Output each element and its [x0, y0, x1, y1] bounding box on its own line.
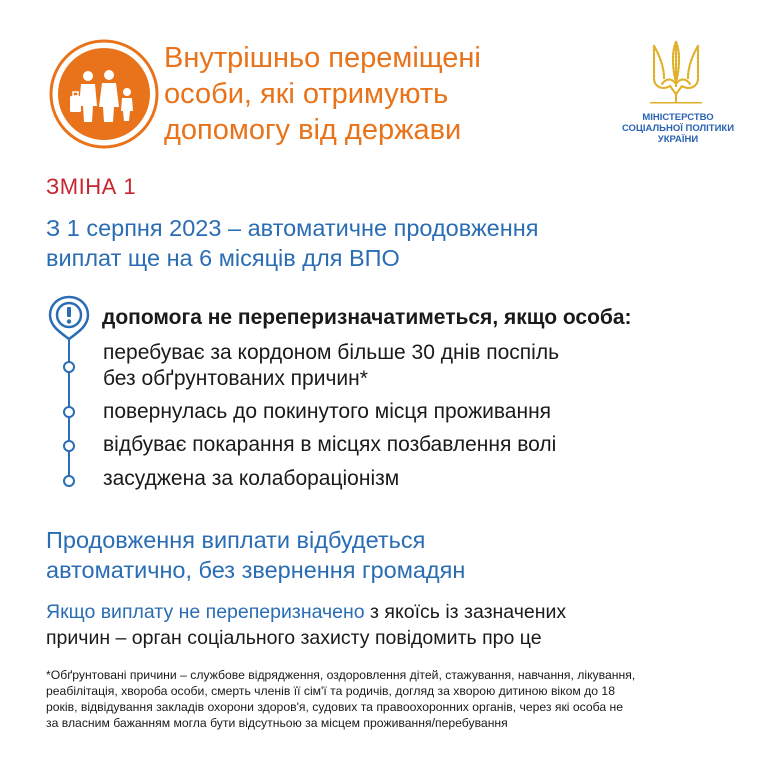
exclamation-info-icon	[45, 294, 93, 342]
footnote	[46, 667, 736, 731]
footnote-line: *Обґрунтовані причини – службове відрядження, оздоровлення дітей, стажування, навчання, лікування,	[46, 668, 636, 682]
ministry-name	[610, 112, 746, 145]
list-bullet	[63, 475, 75, 487]
note-line: Продовження виплати відбудеться	[46, 527, 426, 553]
change-headline	[46, 213, 726, 273]
title-line: допомогу від держави	[164, 114, 462, 146]
list-item-line: засуджена за колабораціонізм	[103, 467, 400, 490]
automatic-note	[46, 525, 736, 585]
ministry-name-line: УКРАЇНИ	[657, 134, 699, 145]
conditions-heading: допомога не переперизначатиметься, якщо особа:	[102, 306, 632, 329]
ministry-name-line: СОЦІАЛЬНОЇ ПОЛІТИКИ	[621, 123, 735, 134]
title-line: особи, які отримують	[164, 78, 449, 110]
list-item	[103, 432, 556, 458]
list-bullet	[63, 440, 75, 452]
list-bullet	[63, 406, 75, 418]
change-label: ЗМІНА 1	[46, 174, 137, 199]
headline-line: виплат ще на 6 місяців для ВПО	[46, 245, 400, 271]
notice-line	[46, 599, 746, 625]
family-with-luggage-icon	[48, 38, 160, 150]
headline-line: З 1 серпня 2023 – автоматичне продовження	[46, 215, 539, 241]
ministry-name-line: МІНІСТЕРСТВО	[642, 112, 714, 123]
notice-text: з якоїсь із зазначених	[364, 601, 567, 623]
list-bullet	[63, 361, 75, 373]
list-item-line: відбуває покарання в місцях позбавлення волі	[103, 433, 557, 456]
notice-line: причин – орган соціального захисту повідомить про це	[46, 627, 542, 649]
notice-highlight: Якщо виплату не переперизначено	[46, 601, 365, 623]
trident-emblem-icon	[646, 38, 706, 106]
list-item	[103, 340, 559, 392]
page-title	[164, 40, 584, 148]
list-item	[103, 399, 551, 425]
list-item-line: повернулась до покинутого місця проживання	[103, 400, 552, 423]
note-line: автоматично, без звернення громадян	[46, 557, 466, 583]
footnote-line: за власним бажанням могла бути відсутньою за місцем проживання/перебування	[46, 716, 508, 730]
notice	[46, 599, 746, 651]
list-item-line: без обґрунтованих причин*	[103, 367, 368, 390]
title-line: Внутрішньо переміщені	[164, 42, 481, 74]
footnote-line: реабілітація, хвороба особи, смерть членів її сім'ї та родичів, догляд за хворою дитиною віком до 18	[46, 684, 615, 698]
list-item	[103, 466, 399, 492]
footnote-line: років, відвідування закладів охорони здоров'я, судових та правоохоронних органів, через які особа не	[46, 700, 624, 714]
list-item-line: перебуває за кордоном більше 30 днів поспіль	[103, 341, 560, 364]
